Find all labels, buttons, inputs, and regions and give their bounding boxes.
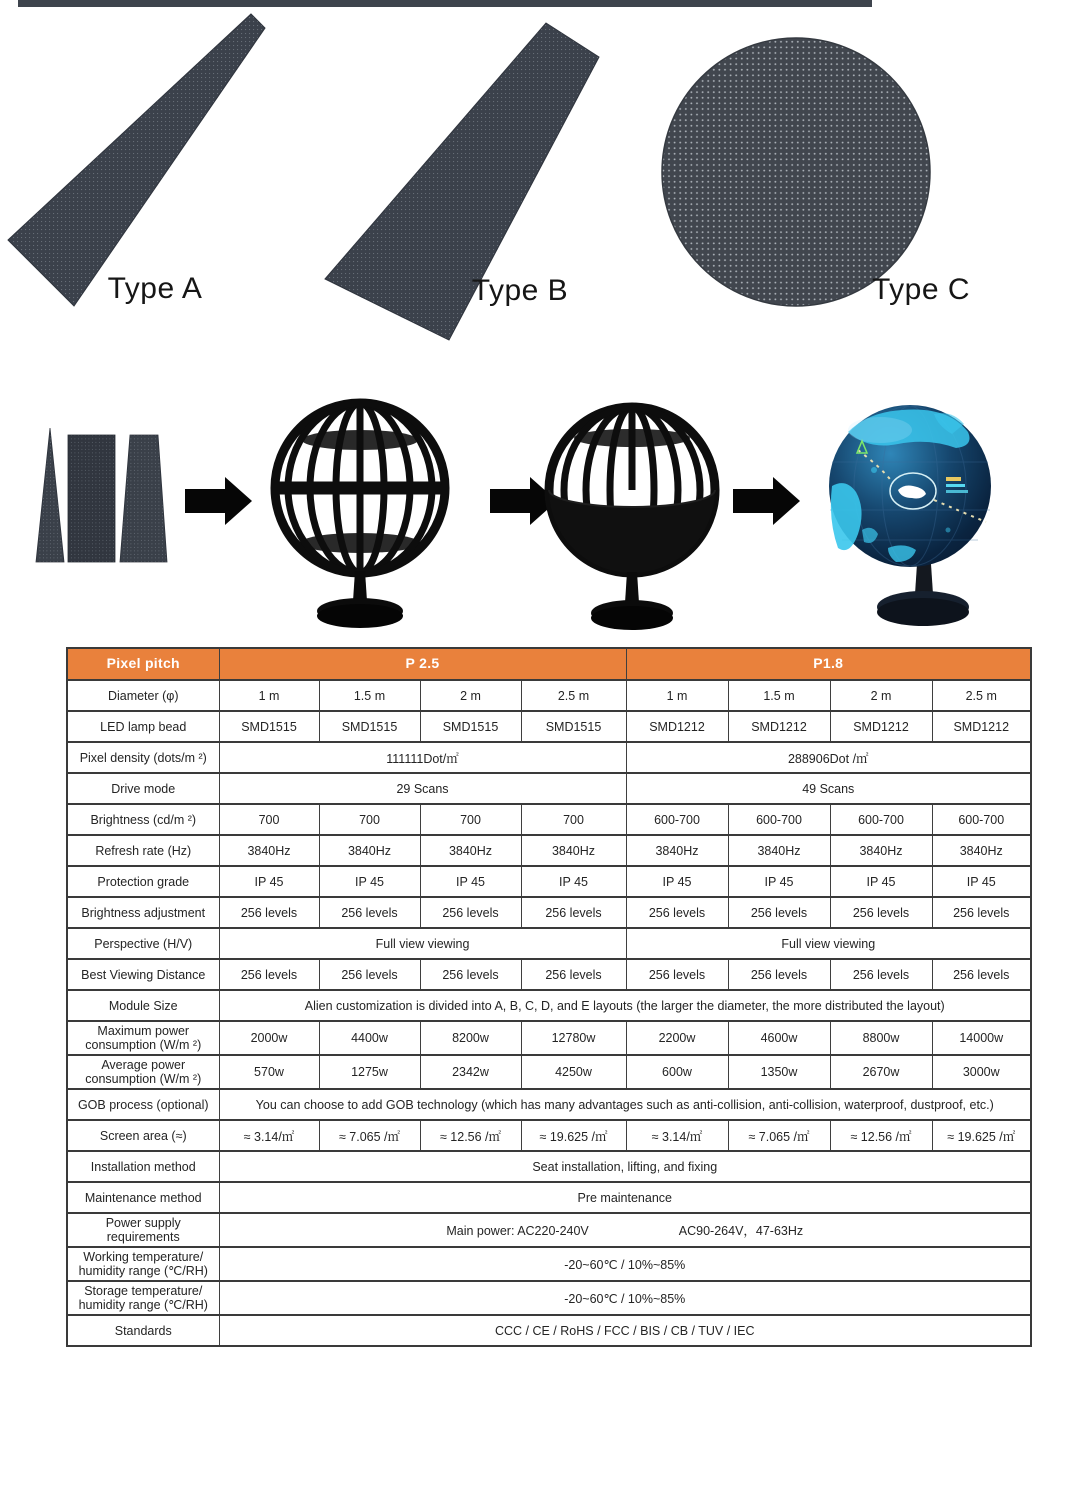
spec-cell: IP 45 (521, 866, 626, 897)
spec-cell: 3840Hz (521, 835, 626, 866)
spec-cell: 256 levels (728, 897, 830, 928)
spec-cell: ≈ 7.065 /㎡ (319, 1120, 420, 1151)
spec-span-cell: -20~60℃ / 10%~85% (219, 1281, 1031, 1315)
top-crop-strip (18, 0, 872, 7)
spec-row (67, 928, 1031, 959)
row-label: Refresh rate (Hz) (67, 835, 219, 866)
spec-cell: IP 45 (728, 866, 830, 897)
table-header-row (67, 648, 1031, 680)
spec-row (67, 1182, 1031, 1213)
spec-cell: 600-700 (932, 804, 1031, 835)
spec-cell: 12780w (521, 1021, 626, 1055)
spec-cell: 256 levels (932, 897, 1031, 928)
spec-cell: 14000w (932, 1021, 1031, 1055)
spec-cell: SMD1212 (728, 711, 830, 742)
row-label: Installation method (67, 1151, 219, 1182)
row-label: Standards (67, 1315, 219, 1346)
spec-cell: 600w (626, 1055, 728, 1089)
spec-cell: SMD1212 (932, 711, 1031, 742)
spec-cell: 1350w (728, 1055, 830, 1089)
process-panels-image (36, 428, 167, 562)
row-label: Average power consumption (W/m ²) (67, 1055, 219, 1089)
spec-cell: ≈ 3.14/㎡ (219, 1120, 319, 1151)
spec-row (67, 959, 1031, 990)
spec-cell: 256 levels (521, 959, 626, 990)
row-label: Module Size (67, 990, 219, 1021)
spec-cell: SMD1515 (521, 711, 626, 742)
spec-cell: 2200w (626, 1021, 728, 1055)
panel-type-a-image (8, 14, 265, 306)
spec-span-cell: CCC / CE / RoHS / FCC / BIS / CB / TUV / IEC (219, 1315, 1031, 1346)
spec-cell: 3840Hz (420, 835, 521, 866)
spec-cell: SMD1515 (319, 711, 420, 742)
spec-cell: SMD1212 (626, 711, 728, 742)
spec-row (67, 990, 1031, 1021)
spec-cell: 256 levels (830, 959, 932, 990)
spec-cell: 256 levels (626, 897, 728, 928)
type-b-label: Type B (471, 274, 569, 307)
assembly-process-image (0, 385, 1075, 647)
spec-row (67, 1281, 1031, 1315)
spec-cell: ≈ 12.56 /㎡ (830, 1120, 932, 1151)
spec-cell: 700 (319, 804, 420, 835)
spec-span-cell (219, 1213, 1031, 1247)
spec-cell: ≈ 19.625 /㎡ (521, 1120, 626, 1151)
spec-cell: 600-700 (626, 804, 728, 835)
spec-cell: IP 45 (932, 866, 1031, 897)
arrow-right-icon (185, 477, 252, 525)
spec-cell: 570w (219, 1055, 319, 1089)
spec-cell: 3000w (932, 1055, 1031, 1089)
spec-row (67, 742, 1031, 773)
spec-cell: 2.5 m (521, 680, 626, 711)
spec-row (67, 1315, 1031, 1346)
row-label: Power supply requirements (67, 1213, 219, 1247)
spec-row (67, 1151, 1031, 1182)
spec-cell: IP 45 (626, 866, 728, 897)
spec-cell: 256 levels (219, 897, 319, 928)
spec-row (67, 1213, 1031, 1247)
spec-cell: 3840Hz (932, 835, 1031, 866)
spec-cell: 8200w (420, 1021, 521, 1055)
spec-row (67, 773, 1031, 804)
type-c-label: Type C (871, 273, 971, 306)
row-label: Protection grade (67, 866, 219, 897)
row-label: Maintenance method (67, 1182, 219, 1213)
spec-cell: 4250w (521, 1055, 626, 1089)
spec-span-cell: Full view viewing (626, 928, 1031, 959)
spec-cell: 4600w (728, 1021, 830, 1055)
led-globe-image (829, 405, 991, 626)
spec-cell: 2 m (420, 680, 521, 711)
spec-span-cell: -20~60℃ / 10%~85% (219, 1247, 1031, 1281)
spec-cell: 2342w (420, 1055, 521, 1089)
spec-cell: 256 levels (932, 959, 1031, 990)
spec-cell: IP 45 (420, 866, 521, 897)
spec-cell: 2000w (219, 1021, 319, 1055)
spec-cell: ≈ 12.56 /㎡ (420, 1120, 521, 1151)
panel-types-image (0, 0, 1075, 372)
header-p2-5: P 2.5 (219, 648, 626, 680)
spec-cell: 256 levels (728, 959, 830, 990)
row-label: LED lamp bead (67, 711, 219, 742)
type-a-label: Type A (107, 272, 203, 305)
sphere-frame-image (273, 403, 447, 628)
row-label: Drive mode (67, 773, 219, 804)
spec-cell: 2.5 m (932, 680, 1031, 711)
header-pixel-pitch: Pixel pitch (67, 648, 219, 680)
spec-cell: 2670w (830, 1055, 932, 1089)
spec-cell: 1275w (319, 1055, 420, 1089)
spec-cell: IP 45 (830, 866, 932, 897)
spec-cell: 3840Hz (728, 835, 830, 866)
spec-row (67, 835, 1031, 866)
spec-cell: 3840Hz (830, 835, 932, 866)
spec-cell: 256 levels (521, 897, 626, 928)
spec-cell: 256 levels (219, 959, 319, 990)
row-label: Pixel density (dots/m ²) (67, 742, 219, 773)
spec-cell: 2 m (830, 680, 932, 711)
spec-span-cell: 29 Scans (219, 773, 626, 804)
spec-row (67, 1055, 1031, 1089)
spec-cell: 3840Hz (626, 835, 728, 866)
spec-cell: ≈ 19.625 /㎡ (932, 1120, 1031, 1151)
spec-cell: IP 45 (219, 866, 319, 897)
header-p1-8: P1.8 (626, 648, 1031, 680)
spec-row (67, 1247, 1031, 1281)
spec-table (66, 647, 1032, 1347)
spec-cell: 1.5 m (319, 680, 420, 711)
spec-span-cell: You can choose to add GOB technology (which has many advantages such as anti-collision, anti-collision, waterproof, dustproof, etc.) (219, 1089, 1031, 1120)
spec-span-cell: 111111Dot/㎡ (219, 742, 626, 773)
spec-span-part: AC90-264V，47-63Hz (678, 1224, 804, 1238)
spec-cell: 256 levels (626, 959, 728, 990)
spec-cell: SMD1515 (420, 711, 521, 742)
panel-type-c-image (662, 38, 930, 306)
half-assembled-sphere-image (549, 407, 715, 630)
row-label: GOB process (optional) (67, 1089, 219, 1120)
spec-cell: 700 (420, 804, 521, 835)
spec-row (67, 711, 1031, 742)
spec-cell: 3840Hz (319, 835, 420, 866)
spec-row (67, 1021, 1031, 1055)
spec-cell: 4400w (319, 1021, 420, 1055)
spec-cell: 256 levels (319, 959, 420, 990)
spec-cell: 700 (219, 804, 319, 835)
row-label: Perspective (H/V) (67, 928, 219, 959)
spec-cell: 1 m (626, 680, 728, 711)
spec-cell: 700 (521, 804, 626, 835)
spec-cell: SMD1515 (219, 711, 319, 742)
spec-cell: 256 levels (420, 959, 521, 990)
spec-span-cell: 288906Dot /㎡ (626, 742, 1031, 773)
spec-cell: IP 45 (319, 866, 420, 897)
spec-span-cell: Pre maintenance (219, 1182, 1031, 1213)
spec-span-cell: 49 Scans (626, 773, 1031, 804)
spec-span-part: Main power: AC220-240V (446, 1224, 589, 1238)
spec-row (67, 680, 1031, 711)
spec-cell: 256 levels (420, 897, 521, 928)
spec-row (67, 866, 1031, 897)
spec-span-cell: Seat installation, lifting, and fixing (219, 1151, 1031, 1182)
row-label: Best Viewing Distance (67, 959, 219, 990)
spec-row (67, 1120, 1031, 1151)
row-label: Storage temperature/ humidity range (℃/RH) (67, 1281, 219, 1315)
spec-span-cell: Alien customization is divided into A, B, C, D, and E layouts (the larger the diameter, the more distributed the layout) (219, 990, 1031, 1021)
spec-cell: 600-700 (728, 804, 830, 835)
spec-cell: 600-700 (830, 804, 932, 835)
row-label: Maximum power consumption (W/m ²) (67, 1021, 219, 1055)
spec-cell: 256 levels (319, 897, 420, 928)
spec-row (67, 897, 1031, 928)
spec-row (67, 1089, 1031, 1120)
row-label: Diameter (φ) (67, 680, 219, 711)
spec-cell: 8800w (830, 1021, 932, 1055)
spec-cell: 256 levels (830, 897, 932, 928)
spec-cell: SMD1212 (830, 711, 932, 742)
spec-table-body (67, 680, 1031, 1346)
spec-cell: 1 m (219, 680, 319, 711)
spec-cell: 1.5 m (728, 680, 830, 711)
spec-span-cell: Full view viewing (219, 928, 626, 959)
spec-row (67, 804, 1031, 835)
row-label: Brightness adjustment (67, 897, 219, 928)
spec-cell: 3840Hz (219, 835, 319, 866)
row-label: Screen area (≈) (67, 1120, 219, 1151)
arrow-right-icon (733, 477, 800, 525)
spec-cell: ≈ 7.065 /㎡ (728, 1120, 830, 1151)
row-label: Working temperature/ humidity range (℃/RH) (67, 1247, 219, 1281)
spec-cell: ≈ 3.14/㎡ (626, 1120, 728, 1151)
row-label: Brightness (cd/m ²) (67, 804, 219, 835)
